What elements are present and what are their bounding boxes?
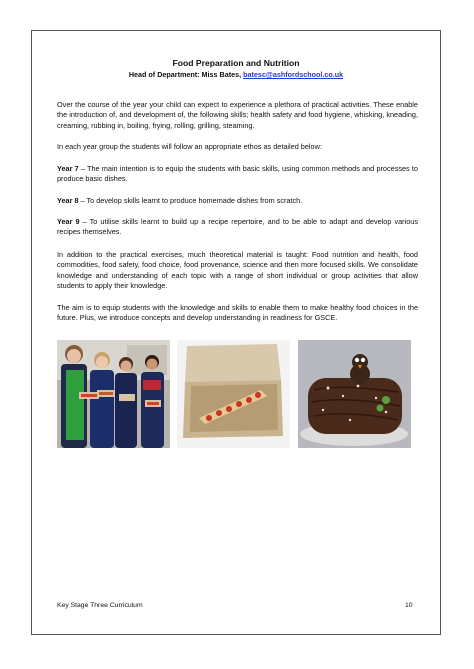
year8-paragraph — [57, 196, 418, 206]
page-title: Food Preparation and Nutrition — [172, 58, 300, 68]
ethos-paragraph: In each year group the students will follow an appropriate ethos as detailed below: — [57, 142, 322, 151]
year9-text: – To utilise skills learnt to build up a recipe repertoire, and to be able to adapt and develop various recipes themselves. — [57, 217, 418, 237]
intro-paragraph: Over the course of the year your child can expect to experience a plethora of practical activities. These enable the introduction of, and development of, the following skills; health safety and food hygiene, whisking, kneading, creaming, rubbing in, boiling, frying, rolling, grilling, steaming. — [57, 100, 418, 130]
students-photo — [57, 340, 170, 448]
year9-paragraph — [57, 217, 418, 238]
aim-paragraph: The aim is to equip students with the knowledge and skills to enable them to make healthy food choices in the future. Plus, we introduce concepts and develop understanding in readiness for GSCE. — [57, 303, 418, 323]
email-link[interactable]: batesc@ashfordschool.co.uk — [243, 70, 344, 79]
theory-paragraph: In addition to the practical exercises, much theoretical material is taught: Food nutrition and health, food commodities, food safety, food choice, food provenance, science and then more focused skills. We consolidate knowledge and understanding of each topic with a range of short individual or group activities that allow students to apply their knowledge. — [57, 250, 418, 291]
footer-left: Key Stage Three Curriculum — [57, 602, 143, 609]
year7-label: Year 7 — [57, 164, 79, 173]
page-subtitle — [31, 70, 441, 79]
year9-label: Year 9 — [57, 217, 80, 226]
pizza-box-photo — [177, 340, 290, 448]
year7-paragraph — [57, 164, 418, 185]
head-of-department: Head of Department: Miss Bates, — [128, 70, 244, 79]
year8-label: Year 8 — [57, 196, 79, 205]
yule-log-photo — [298, 340, 411, 448]
page-number: 10 — [405, 602, 413, 609]
year8-text: – To develop skills learnt to produce homemade dishes from scratch. — [78, 196, 303, 205]
year7-text: – The main intention is to equip the students with basic skills, using common methods and processes to produce basic dishes. — [57, 164, 418, 184]
